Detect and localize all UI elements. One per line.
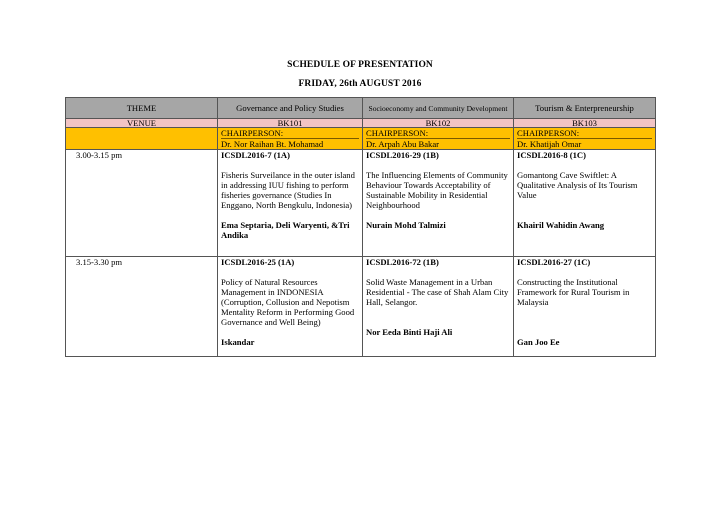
chairperson-cell — [218, 128, 363, 150]
chairperson-name: Dr. Nor Raihan Bt. Mohamad — [221, 139, 324, 149]
chairperson-name: Dr. Khatijah Omar — [517, 139, 582, 149]
session-time: 3.15-3.30 pm — [66, 257, 218, 357]
chairperson-label: CHAIRPERSON: — [517, 128, 652, 139]
paper-code: ICSDL2016-29 (1B) — [366, 150, 439, 160]
theme-row — [66, 98, 656, 119]
schedule-title: SCHEDULE OF PRESENTATION — [287, 60, 433, 70]
paper-code: ICSDL2016-25 (1A) — [221, 257, 295, 267]
chairperson-row — [66, 128, 656, 150]
paper-cell — [514, 257, 656, 357]
chairperson-label: CHAIRPERSON: — [366, 128, 510, 139]
paper-code: ICSDL2016-72 (1B) — [366, 257, 439, 267]
paper-author: Nor Eeda Binti Haji Ali — [366, 327, 453, 337]
paper-title: Fisheris Surveilance in the outer island in addressing IUU fishing to perform fisheries governance (Studies In Enggano, North Bengkulu, Indonesia) — [221, 170, 355, 210]
paper-code: ICSDL2016-27 (1C) — [517, 257, 591, 267]
chairperson-blank-cell — [66, 128, 218, 150]
theme-label: THEME — [66, 98, 218, 119]
theme-cell: Socioeconomy and Community Development — [363, 98, 514, 119]
schedule-date: FRIDAY, 26th AUGUST 2016 — [298, 79, 422, 89]
paper-code: ICSDL2016-8 (1C) — [517, 150, 586, 160]
paper-title: Gomantong Cave Swiftlet: A Qualitative Analysis of Its Tourism Value — [517, 170, 638, 200]
session-row — [66, 150, 656, 257]
paper-code: ICSDL2016-7 (1A) — [221, 150, 290, 160]
session-time: 3.00-3.15 pm — [66, 150, 218, 257]
paper-title: Constructing the Institutional Framework for Rural Tourism in Malaysia — [517, 277, 630, 307]
theme-cell: Governance and Policy Studies — [218, 98, 363, 119]
chairperson-cell — [514, 128, 656, 150]
venue-cell: BK101 — [218, 119, 363, 128]
paper-author: Gan Joo Ee — [517, 337, 560, 347]
paper-cell — [218, 150, 363, 257]
paper-cell — [218, 257, 363, 357]
venue-label: VENUE — [66, 119, 218, 128]
paper-title: The Influencing Elements of Community Behaviour Towards Acceptability of Sustainable Mobility in Residential Neighbourhood — [366, 170, 508, 210]
paper-title: Policy of Natural Resources Management in INDONESIA (Corruption, Collusion and Nepotism Mentality Reform in Performing Good Governance and Well Being) — [221, 277, 355, 327]
paper-cell — [514, 150, 656, 257]
paper-author: Khairil Wahidin Awang — [517, 220, 605, 230]
chairperson-name: Dr. Arpah Abu Bakar — [366, 139, 440, 149]
theme-cell: Tourism & Enterpreneurship — [514, 98, 656, 119]
paper-author: Nurain Mohd Talmizi — [366, 220, 446, 230]
venue-cell: BK103 — [514, 119, 656, 128]
chairperson-label: CHAIRPERSON: — [221, 128, 359, 139]
paper-author: Ema Septaria, Deli Waryenti, &Tri Andika — [221, 220, 350, 240]
schedule-table — [65, 97, 656, 357]
venue-cell: BK102 — [363, 119, 514, 128]
paper-author: Iskandar — [221, 337, 255, 347]
session-row — [66, 257, 656, 357]
chairperson-cell — [363, 128, 514, 150]
paper-cell — [363, 257, 514, 357]
venue-row — [66, 119, 656, 128]
paper-title: Solid Waste Management in a Urban Residential - The case of Shah Alam City Hall, Selangor. — [366, 277, 509, 307]
paper-cell — [363, 150, 514, 257]
